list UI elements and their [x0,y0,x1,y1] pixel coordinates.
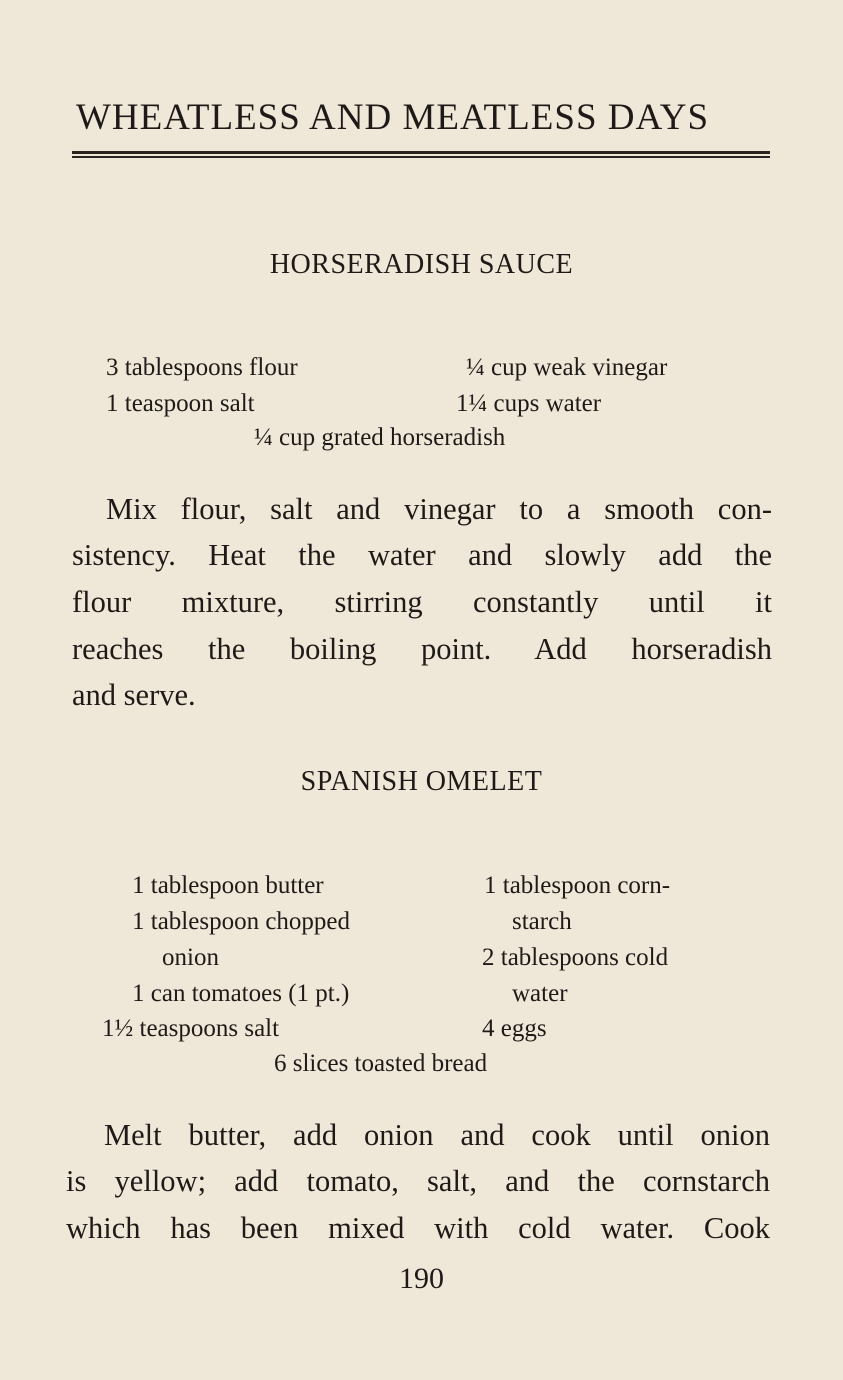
ingredient-line: 2 tablespoons cold [482,944,669,971]
ingredient-line: 1 can tomatoes (1 pt.) [132,980,350,1007]
directions-line: flour mixture, stirring constantly until it [72,585,772,619]
running-head: WHEATLESS AND MEATLESS DAYS [76,97,710,138]
page-number: 190 [399,1262,444,1295]
recipe-title-spanish-omelet: SPANISH OMELET [300,766,543,797]
ingredient-line: 1 tablespoon corn- [484,872,671,899]
ingredient-line: 3 tablespoons flour [106,354,298,381]
header-rule-top [72,151,770,154]
ingredient-line: 1 tablespoon butter [132,872,324,899]
directions-line: Mix flour, salt and vinegar to a smooth con- [106,492,772,526]
ingredient-line: water [512,980,568,1007]
ingredient-line: onion [162,944,219,971]
header-rule-bottom [72,156,770,158]
directions-line: sistency. Heat the water and slowly add the [72,538,772,572]
directions-line: which has been mixed with cold water. Cook [66,1211,770,1245]
directions-line: Melt butter, add onion and cook until onion [104,1118,770,1152]
directions-line: reaches the boiling point. Add horseradish [72,632,772,666]
ingredient-line: 4 eggs [482,1015,547,1042]
recipe-title-horseradish-sauce: HORSERADISH SAUCE [269,249,574,280]
ingredient-line: starch [512,908,572,935]
ingredient-line: 6 slices toasted bread [274,1050,488,1077]
ingredient-line: 1 teaspoon salt [106,390,255,417]
ingredient-line: ¼ cup grated horseradish [254,424,506,451]
ingredient-line: 1 tablespoon chopped [132,908,351,935]
directions-line: is yellow; add tomato, salt, and the cornstarch [66,1164,770,1198]
directions-line: and serve. [72,678,196,712]
ingredient-line: 1¼ cups water [456,390,602,417]
ingredient-line: 1½ teaspoons salt [102,1015,280,1042]
ingredient-line: ¼ cup weak vinegar [466,354,668,381]
